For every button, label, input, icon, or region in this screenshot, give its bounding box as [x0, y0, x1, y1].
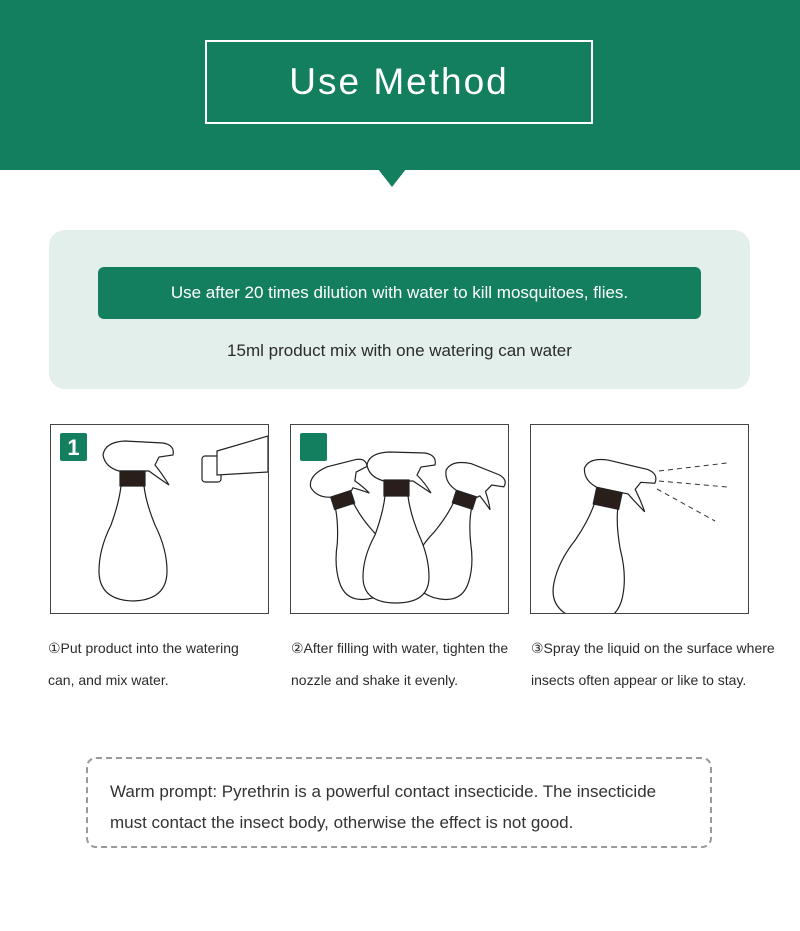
dilution-panel [49, 230, 750, 389]
dilution-instruction: Use after 20 times dilution with water to kill mosquitoes, flies. [98, 267, 701, 319]
step-3-caption: ③Spray the liquid on the surface where insects often appear or like to stay. [531, 640, 775, 688]
spray-mist-icon [657, 463, 727, 521]
dilution-ratio: 15ml product mix with one watering can water [227, 341, 572, 360]
step-2-caption: ②After filling with water, tighten the nozzle and shake it evenly. [291, 640, 509, 688]
spray-bottle-with-concentrate-icon [51, 425, 268, 613]
step-1-badge: 1 [67, 435, 80, 460]
page-title: Use Method [205, 40, 593, 124]
warm-prompt-box [86, 757, 712, 848]
spraying-bottle-icon [531, 425, 748, 613]
step-3-illustration [530, 424, 749, 614]
step-1-illustration [50, 424, 269, 614]
shaking-bottles-icon [291, 425, 508, 613]
header-banner [0, 0, 800, 170]
step-2-badge [300, 433, 327, 461]
header-pointer-arrow [378, 169, 406, 187]
warm-prompt-text: Warm prompt: Pyrethrin is a powerful contact insecticide. The insecticide must contact the insect body, otherwise the effect is not good. [110, 782, 657, 832]
step-1-caption: ①Put product into the watering can, and mix water. [48, 640, 239, 688]
step-2-illustration [290, 424, 509, 614]
